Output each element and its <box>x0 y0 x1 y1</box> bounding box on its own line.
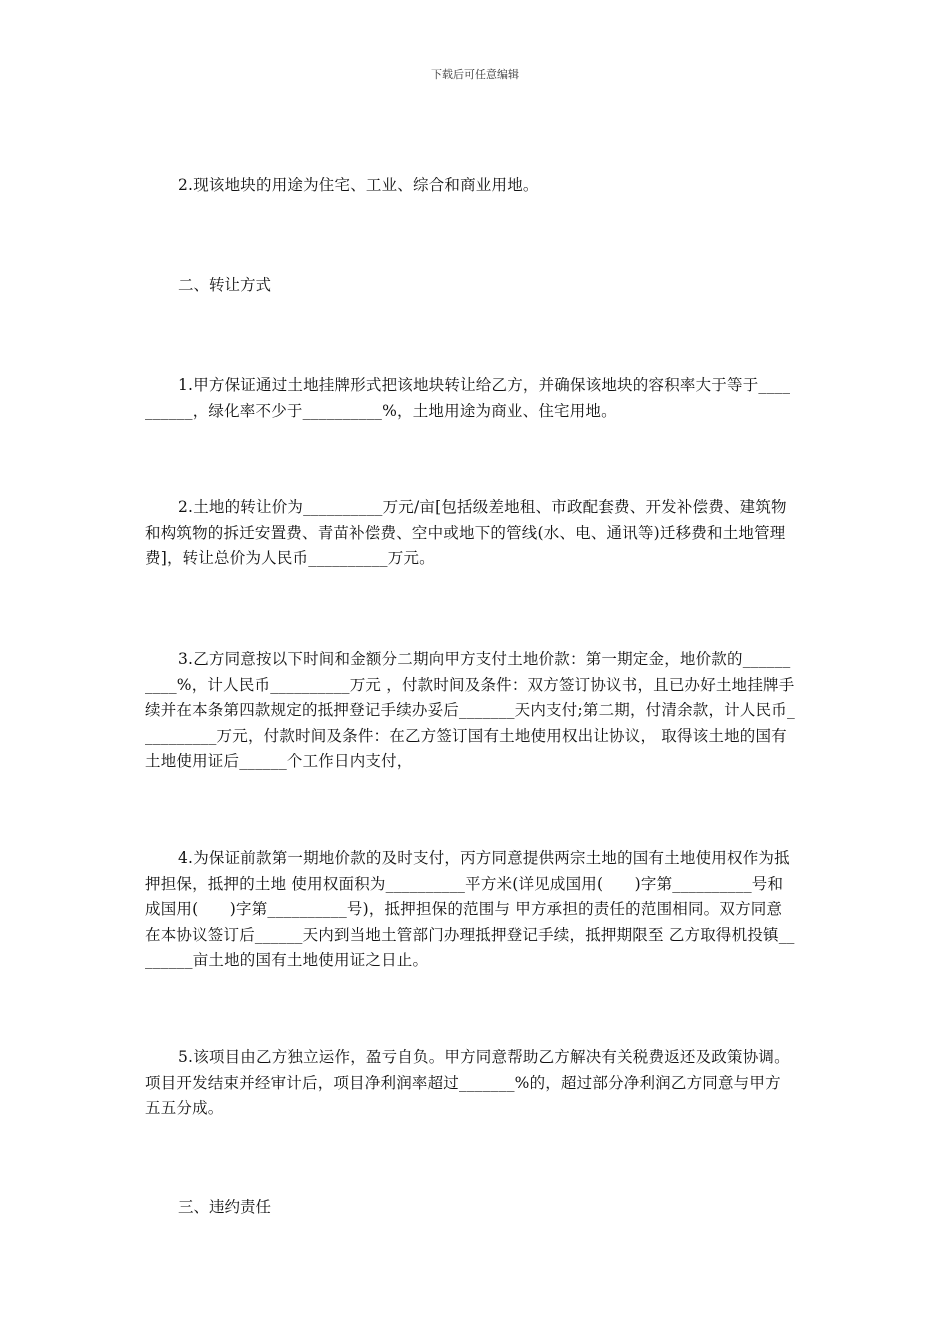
page-header-note: 下载后可任意编辑 <box>431 68 519 81</box>
clause-2-transfer-price: 2.土地的转让价为__________万元/亩[包括级差地租、市政配套费、开发补偿费、建筑物和构筑物的拆迁安置费、青苗补偿费、空中或地下的管线(水、电、通讯等)迁移费和土地管理费]，转让总价为人民币__________万元。 <box>145 498 787 567</box>
clause-5-profit-sharing: 5.该项目由乙方独立运作，盈亏自负。甲方同意帮助乙方解决有关税费返还及政策协调。项目开发结束并经审计后，项目净利润率超过_______%的，超过部分净利润乙方同意与甲方五五分成。 <box>145 1048 790 1117</box>
clause-1-plot-ratio: 1.甲方保证通过土地挂牌形式把该地块转让给乙方，并确保该地块的容积率大于等于__________，绿化率不少于__________%，土地用途为商业、住宅用地。 <box>145 376 791 420</box>
clause-3-payment-schedule: 3.乙方同意按以下时间和金额分二期向甲方支付土地价款：第一期定金，地价款的__________%，计人民币__________万元 ，付款时间及条件：双方签订协议书，且已办好土地挂牌手续并在本条第四款规定的抵押登记手续办妥后_______天内支付;第二期，付清余款，计人民币__________万元，付款时间及条件：在乙方签订国有土地使用权出让协议， 取得该土地的国有土地使用证后______个工作日内支付， <box>145 650 795 770</box>
section-heading-transfer-method: 二、转让方式 <box>178 276 272 294</box>
clause-land-usage: 2.现该地块的用途为住宅、工业、综合和商业用地。 <box>178 176 539 194</box>
section-heading-liability: 三、违约责任 <box>178 1198 272 1216</box>
clause-4-mortgage-guarantee: 4.为保证前款第一期地价款的及时支付，丙方同意提供两宗土地的国有土地使用权作为抵押担保，抵押的土地 使用权面积为__________平方米(详见成国用( )字第__________号和成国用( )字第__________号)，抵押担保的范围与 甲方承担的责任的范围相同。双方同意在本协议签订后______天内到当地土管部门办理抵押登记手续，抵押期限至 乙方取得机投镇________亩土地的国有土地使用证之日止。 <box>145 849 795 969</box>
